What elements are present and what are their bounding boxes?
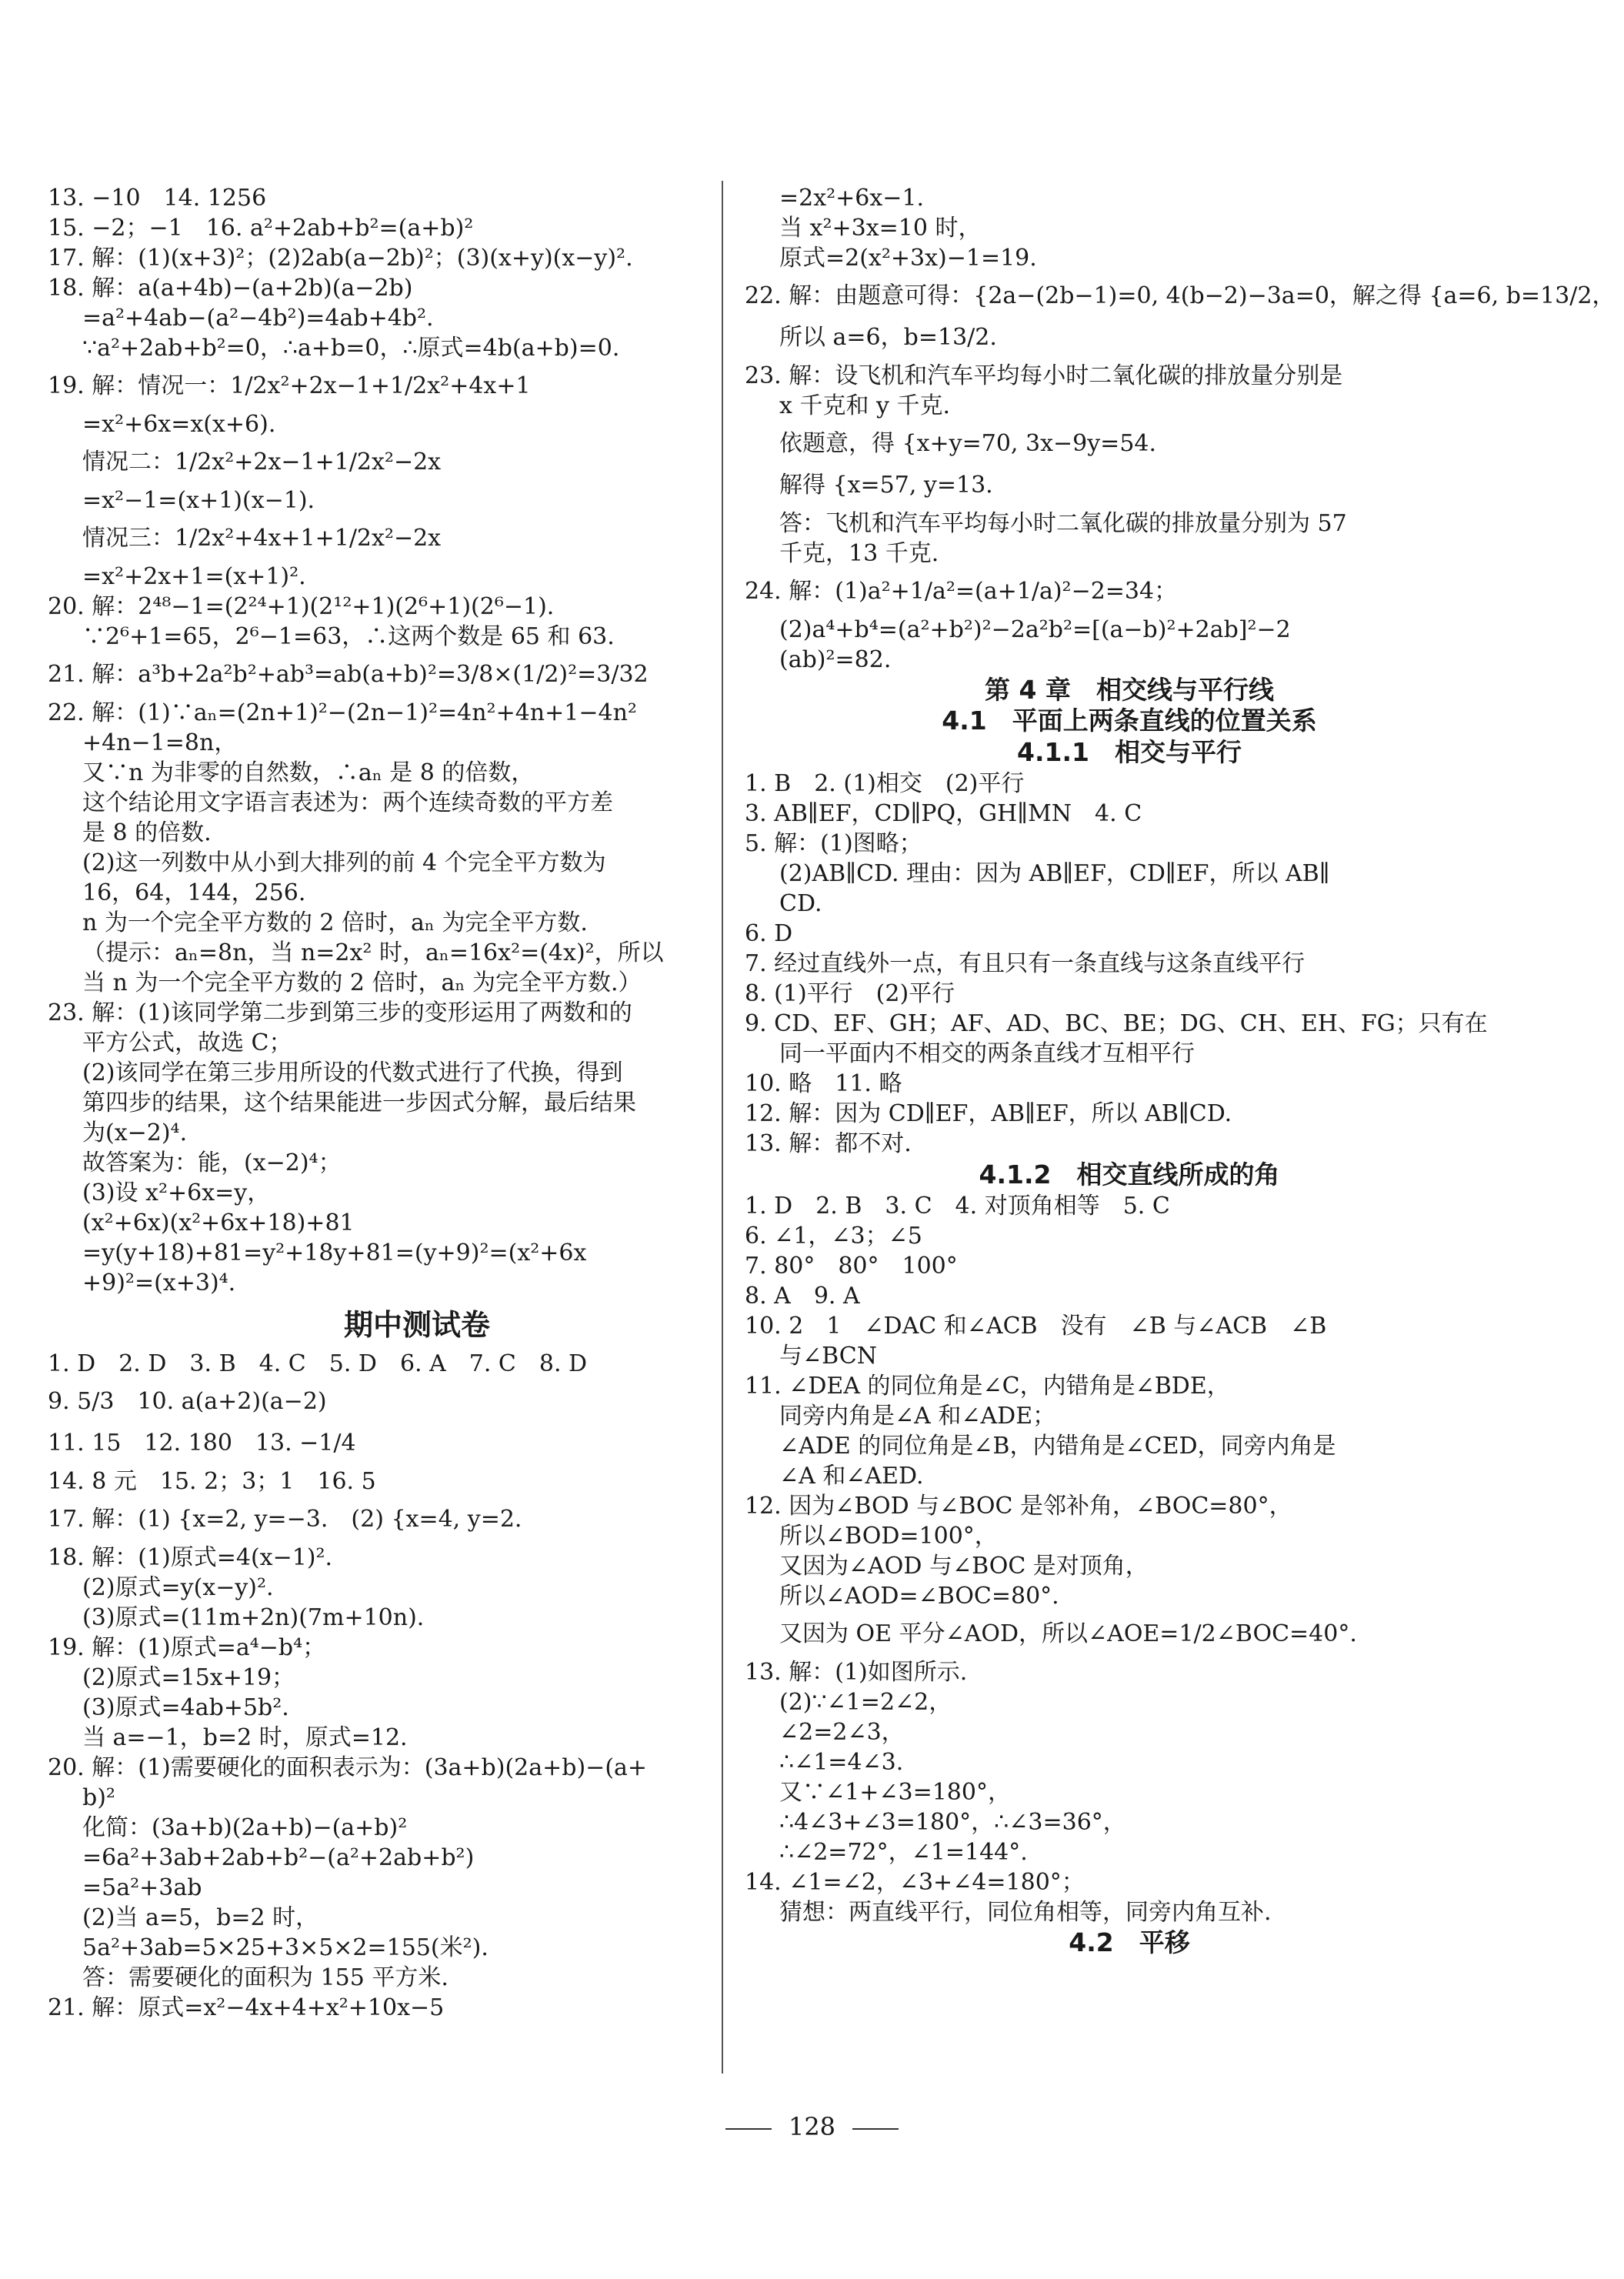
answer-line: 与∠BCN bbox=[779, 1343, 877, 1370]
answer-line: 23. 解：(1)该同学第二步到第三步的变形运用了两数和的 bbox=[48, 999, 632, 1026]
answer-line: +4n−1=8n， bbox=[82, 729, 238, 756]
answer-line: 同一平面内不相交的两条直线才互相平行 bbox=[779, 1040, 1195, 1067]
subsection-title-4-1-1: 4.1.1 相交与平行 bbox=[1017, 737, 1242, 767]
answer-line: 5a²+3ab=5×25+3×5×2=155(米²). bbox=[82, 1934, 489, 1961]
answer-line: 20. 解：(1)需要硬化的面积表示为：(3a+b)(2a+b)−(a+ bbox=[48, 1754, 648, 1781]
answer-line: 依题意，得 {x+y=70, 3x−9y=54. bbox=[779, 430, 1157, 457]
answer-line: 22. 解：(1)∵aₙ=(2n+1)²−(2n−1)²=4n²+4n+1−4n² bbox=[48, 699, 637, 726]
answer-line: 化简：(3a+b)(2a+b)−(a+b)² bbox=[82, 1814, 408, 1841]
answer-line: 10. 2 1 ∠DAC 和∠ACB 没有 ∠B 与∠ACB ∠B bbox=[745, 1313, 1327, 1340]
answer-line: (2)当 a=5，b=2 时， bbox=[82, 1904, 319, 1931]
answer-line: 11. ∠DEA 的同位角是∠C，内错角是∠BDE， bbox=[745, 1373, 1230, 1400]
answer-line: 17. 解：(1)(x+3)²；(2)2ab(a−2b)²；(3)(x+y)(x−y)². bbox=[48, 245, 633, 272]
answer-line: (3)设 x²+6x=y， bbox=[82, 1180, 271, 1206]
answer-line: ∴∠2=72°，∠1=144°. bbox=[779, 1839, 1028, 1866]
answer-line: 13. −10 14. 1256 bbox=[48, 185, 267, 212]
page-number: 128 bbox=[788, 2112, 836, 2141]
answer-line: (3)原式=4ab+5b². bbox=[82, 1694, 289, 1721]
answer-line: ∴∠1=4∠3. bbox=[779, 1749, 904, 1776]
answer-line: ∵2⁶+1=65，2⁶−1=63，∴这两个数是 65 和 63. bbox=[82, 623, 615, 650]
answer-line: 所以∠AOD=∠BOC=80°. bbox=[779, 1583, 1059, 1610]
answer-line: 平方公式，故选 C； bbox=[82, 1029, 292, 1056]
answer-line: (2)a⁴+b⁴=(a²+b²)²−2a²b²=[(a−b)²+2ab]²−2 bbox=[779, 616, 1291, 643]
answer-line: 13. 解：(1)如图所示. bbox=[745, 1659, 968, 1686]
answer-line: 16，64，144，256. bbox=[82, 879, 306, 906]
answer-line: ∴4∠3+∠3=180°，∴∠3=36°， bbox=[779, 1809, 1126, 1836]
answer-line: 23. 解：设飞机和汽车平均每小时二氧化碳的排放量分别是 bbox=[745, 362, 1343, 389]
answer-line: +9)²=(x+3)⁴. bbox=[82, 1270, 236, 1296]
answer-line: 1. D 2. D 3. B 4. C 5. D 6. A 7. C 8. D bbox=[48, 1350, 588, 1377]
footer-dash-left bbox=[725, 2128, 772, 2130]
answer-line: 同旁内角是∠A 和∠ADE； bbox=[779, 1403, 1056, 1430]
answer-line: 18. 解：a(a+4b)−(a+2b)(a−2b) bbox=[48, 275, 413, 302]
answer-line: 原式=2(x²+3x)−1=19. bbox=[779, 245, 1037, 272]
answer-line: 10. 略 11. 略 bbox=[745, 1070, 902, 1097]
answer-line: 12. 解：因为 CD∥EF，AB∥EF，所以 AB∥CD. bbox=[745, 1100, 1232, 1127]
answer-line: (3)原式=(11m+2n)(7m+10n). bbox=[82, 1604, 425, 1631]
answer-line: =x²−1=(x+1)(x−1). bbox=[82, 487, 315, 514]
answer-line: 3. AB∥EF，CD∥PQ，GH∥MN 4. C bbox=[745, 800, 1142, 827]
answer-line: 13. 解：都不对. bbox=[745, 1130, 912, 1157]
answer-line: 1. B 2. (1)相交 (2)平行 bbox=[745, 770, 1025, 797]
answer-line: 11. 15 12. 180 13. −1/4 bbox=[48, 1430, 356, 1456]
answer-line: x 千克和 y 千克. bbox=[779, 392, 951, 419]
answer-line: (ab)²=82. bbox=[779, 646, 892, 673]
answer-line: 所以∠BOD=100°， bbox=[779, 1523, 998, 1550]
answer-line: 所以 a=6，b=13/2. bbox=[779, 324, 997, 351]
answer-line: 24. 解：(1)a²+1/a²=(a+1/a)²−2=34； bbox=[745, 578, 1178, 605]
answer-line: =a²+4ab−(a²−4b²)=4ab+4b². bbox=[82, 305, 434, 332]
answer-line: 又因为 OE 平分∠AOD，所以∠AOE=1/2∠BOC=40°. bbox=[779, 1620, 1357, 1647]
answer-line: (2)这一列数中从小到大排列的前 4 个完全平方数为 bbox=[82, 849, 606, 876]
answer-line: 18. 解：(1)原式=4(x−1)². bbox=[48, 1544, 333, 1571]
answer-line: 8. (1)平行 (2)平行 bbox=[745, 980, 955, 1007]
answer-line: 8. A 9. A bbox=[745, 1283, 860, 1310]
answer-line: 22. 解：由题意可得：{2a−(2b−1)=0, 4(b−2)−3a=0，解之得 {a=6, b=13/2， bbox=[745, 282, 1616, 309]
answer-line: =5a²+3ab bbox=[82, 1874, 202, 1901]
answer-line: 又因为∠AOD 与∠BOC 是对顶角， bbox=[779, 1553, 1149, 1580]
answer-line: 21. 解：原式=x²−4x+4+x²+10x−5 bbox=[48, 1994, 445, 2021]
answer-line: 第四步的结果，这个结果能进一步因式分解，最后结果 bbox=[82, 1089, 636, 1116]
answer-line: (2)原式=y(x−y)². bbox=[82, 1574, 274, 1601]
answer-line: 这个结论用文字语言表述为：两个连续奇数的平方差 bbox=[82, 789, 613, 816]
answer-line: 猜想：两直线平行，同位角相等，同旁内角互补. bbox=[779, 1899, 1272, 1926]
left-column bbox=[48, 183, 786, 2023]
section-title-4-2: 4.2 平移 bbox=[1069, 1927, 1190, 1957]
answer-line: 情况三：1/2x²+4x+1+1/2x²−2x bbox=[82, 525, 442, 552]
section-title-4-1: 4.1 平面上两条直线的位置关系 bbox=[942, 706, 1317, 736]
answer-line: 9. 5/3 10. a(a+2)(a−2) bbox=[48, 1388, 327, 1415]
answer-line: ∠A 和∠AED. bbox=[779, 1463, 924, 1490]
answer-line: (2)∵∠1=2∠2， bbox=[779, 1689, 952, 1716]
answer-line: 当 x²+3x=10 时， bbox=[779, 215, 982, 242]
answer-line: 15. −2；−1 16. a²+2ab+b²=(a+b)² bbox=[48, 215, 474, 242]
answer-line: 19. 解：情况一：1/2x²+2x−1+1/2x²+4x+1 bbox=[48, 372, 531, 399]
answer-line: 12. 因为∠BOD 与∠BOC 是邻补角，∠BOC=80°， bbox=[745, 1493, 1292, 1520]
answer-line: b)² bbox=[82, 1784, 115, 1811]
answer-line: 当 n 为一个完全平方数的 2 倍时，aₙ 为完全平方数.） bbox=[82, 969, 642, 996]
answer-line: 故答案为：能，(x−2)⁴； bbox=[82, 1150, 342, 1176]
footer-dash-right bbox=[852, 2128, 899, 2130]
answer-line: =x²+6x=x(x+6). bbox=[82, 411, 276, 438]
answer-line: 20. 解：2⁴⁸−1=(2²⁴+1)(2¹²+1)(2⁶+1)(2⁶−1). bbox=[48, 593, 555, 620]
answer-line: ∠2=2∠3， bbox=[779, 1719, 905, 1746]
answer-line: ∠ADE 的同位角是∠B，内错角是∠CED，同旁内角是 bbox=[779, 1433, 1336, 1460]
answer-line: 答：飞机和汽车平均每小时二氧化碳的排放量分别为 57 bbox=[779, 510, 1347, 537]
answer-line: 千克，13 千克. bbox=[779, 540, 939, 567]
answer-line: 情况二：1/2x²+2x−1+1/2x²−2x bbox=[82, 449, 442, 475]
answer-line: =y(y+18)+81=y²+18y+81=(y+9)²=(x²+6x bbox=[82, 1240, 587, 1266]
answer-line: 9. CD、EF、GH；AF、AD、BC、BE；DG、CH、EH、FG；只有在 bbox=[745, 1010, 1488, 1037]
answer-line: 是 8 的倍数. bbox=[82, 819, 212, 846]
answer-line: (x²+6x)(x²+6x+18)+81 bbox=[82, 1210, 355, 1236]
answer-line: 17. 解：(1) {x=2, y=−3. (2) {x=4, y=2. bbox=[48, 1506, 522, 1533]
answer-line: n 为一个完全平方数的 2 倍时，aₙ 为完全平方数. bbox=[82, 909, 588, 936]
answer-line: 7. 经过直线外一点，有且只有一条直线与这条直线平行 bbox=[745, 950, 1306, 977]
answer-line: 6. D bbox=[745, 920, 793, 947]
answer-line: =x²+2x+1=(x+1)². bbox=[82, 563, 306, 590]
answer-line: (2)AB∥CD. 理由：因为 AB∥EF，CD∥EF，所以 AB∥ bbox=[779, 860, 1330, 887]
answer-line: 又∵n 为非零的自然数，∴aₙ 是 8 的倍数， bbox=[82, 759, 535, 786]
answer-line: 6. ∠1，∠3；∠5 bbox=[745, 1223, 922, 1250]
subsection-title-4-1-2: 4.1.2 相交直线所成的角 bbox=[979, 1160, 1280, 1190]
answer-line: 21. 解：a³b+2a²b²+ab³=ab(a+b)²=3/8×(1/2)²=3/32 bbox=[48, 661, 649, 688]
answer-line: ∵a²+2ab+b²=0，∴a+b=0，∴原式=4b(a+b)=0. bbox=[82, 335, 620, 362]
answer-line: 19. 解：(1)原式=a⁴−b⁴； bbox=[48, 1634, 326, 1661]
answer-line: 为(x−2)⁴. bbox=[82, 1119, 188, 1146]
answer-line: (2)该同学在第三步用所设的代数式进行了代换，得到 bbox=[82, 1059, 623, 1086]
answer-line: CD. bbox=[779, 890, 822, 917]
page-footer bbox=[0, 2112, 1624, 2141]
answer-line: 14. 8 元 15. 2；3；1 16. 5 bbox=[48, 1468, 376, 1495]
answer-line: 14. ∠1=∠2，∠3+∠4=180°； bbox=[745, 1869, 1085, 1896]
answer-line: 7. 80° 80° 100° bbox=[745, 1253, 958, 1280]
section-title-midterm: 期中测试卷 bbox=[343, 1308, 490, 1342]
answer-line: 又∵∠1+∠3=180°， bbox=[779, 1779, 1011, 1806]
answer-line: =2x²+6x−1. bbox=[779, 185, 925, 212]
right-column bbox=[745, 183, 1616, 1958]
answer-line: 5. 解：(1)图略； bbox=[745, 830, 922, 857]
answer-line: (2)原式=15x+19； bbox=[82, 1664, 295, 1691]
answer-line: =6a²+3ab+2ab+b²−(a²+2ab+b²) bbox=[82, 1844, 475, 1871]
answer-line: 1. D 2. B 3. C 4. 对顶角相等 5. C bbox=[745, 1193, 1170, 1220]
answer-line: 答：需要硬化的面积为 155 平方米. bbox=[82, 1964, 449, 1991]
answer-line: 解得 {x=57, y=13. bbox=[779, 472, 993, 499]
chapter-title: 第 4 章 相交线与平行线 bbox=[985, 675, 1274, 705]
answer-line: （提示：aₙ=8n，当 n=2x² 时，aₙ=16x²=(4x)²，所以 bbox=[82, 939, 664, 966]
answer-line: 当 a=−1，b=2 时，原式=12. bbox=[82, 1724, 408, 1751]
